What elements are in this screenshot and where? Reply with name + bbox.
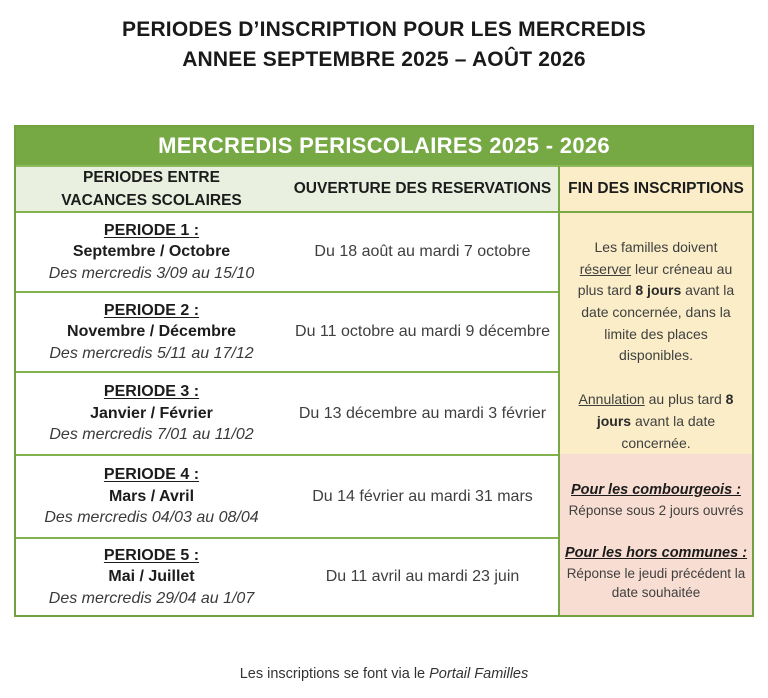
period-2-label: PERIODE 2 : <box>103 301 200 319</box>
note-text: au plus tard <box>644 391 726 408</box>
page-title-line2: ANNEE SEPTEMBRE 2025 – AOÛT 2026 <box>182 48 586 71</box>
period-4-wednesdays: Des mercredis 04/03 au 08/04 <box>44 509 259 527</box>
hors-communes-body: Réponse le jeudi précédent la date souhaitée <box>566 565 746 601</box>
hors-communes-heading: Pour les hors communes : <box>564 544 748 561</box>
period-1-months: Septembre / Octobre <box>72 243 231 261</box>
annulation-rule-note <box>568 389 744 454</box>
response-delay-note-cell <box>558 454 752 615</box>
inscription-periods-table <box>14 125 754 617</box>
column-header-fin-inscriptions: FIN DES INSCRIPTIONS <box>558 165 752 211</box>
combourgeois-heading: Pour les combourgeois : <box>571 482 741 498</box>
period-cell-4 <box>16 454 287 537</box>
note-text: Les familles doivent <box>594 239 718 255</box>
reservation-cell-3: Du 13 décembre au mardi 3 février <box>287 371 558 454</box>
period-5-label: PERIODE 5 : <box>103 546 200 564</box>
period-2-wednesdays: Des mercredis 5/11 au 17/12 <box>49 344 254 362</box>
period-cell-5 <box>16 537 287 615</box>
period-3-months: Janvier / Février <box>90 404 213 422</box>
period-3-label: PERIODE 3 : <box>103 383 200 401</box>
footer-note <box>0 666 768 682</box>
period-4-months: Mars / Avril <box>108 487 195 505</box>
period-4-label: PERIODE 4 : <box>103 466 200 484</box>
reservation-rule-note <box>568 237 744 367</box>
reservation-cell-2: Du 11 octobre au mardi 9 décembre <box>287 291 558 371</box>
period-5-wednesdays: Des mercredis 29/04 au 1/07 <box>48 589 255 607</box>
period-2-months: Novembre / Décembre <box>67 323 236 341</box>
period-3-wednesdays: Des mercredis 7/01 au 11/02 <box>49 426 254 444</box>
page-title-line1: PERIODES D’INSCRIPTION POUR LES MERCREDIS <box>122 18 646 41</box>
footer-text: Les inscriptions se font via le <box>239 666 430 682</box>
reservation-cell-1: Du 18 août au mardi 7 octobre <box>287 211 558 291</box>
reservation-cell-4: Du 14 février au mardi 31 mars <box>287 454 558 537</box>
note-text: leur créneau au plus tard <box>577 260 733 299</box>
note-underline-reserver: réserver <box>579 260 632 277</box>
table-title-band: MERCREDIS PERISCOLAIRES 2025 - 2026 <box>16 127 752 165</box>
period-1-wednesdays: Des mercredis 3/09 au 15/10 <box>48 264 255 282</box>
column-header-ouverture: OUVERTURE DES RESERVATIONS <box>287 165 558 211</box>
note-text: avant la date concernée. <box>621 412 716 451</box>
note-underline-annulation: Annulation <box>578 391 645 408</box>
fin-inscriptions-note-cell <box>558 211 752 454</box>
period-cell-2 <box>16 291 287 371</box>
period-1-label: PERIODE 1 : <box>103 221 200 239</box>
period-cell-3 <box>16 371 287 454</box>
note-bold-8-jours: 8 jours <box>635 282 682 299</box>
note-bold-8-jours: 8 jours <box>596 391 734 429</box>
combourgeois-body: Réponse sous 2 jours ouvrés <box>568 503 744 519</box>
period-5-months: Mai / Juillet <box>108 568 195 586</box>
page-title <box>0 0 768 75</box>
period-cell-1 <box>16 211 287 291</box>
reservation-cell-5: Du 11 avril au mardi 23 juin <box>287 537 558 615</box>
footer-portal-name: Portail Familles <box>429 666 529 682</box>
column-header-periodes: PERIODES ENTRE VACANCES SCOLAIRES <box>16 165 287 211</box>
note-text: avant la date concernée, dans la limite des places disponibles. <box>581 282 735 364</box>
